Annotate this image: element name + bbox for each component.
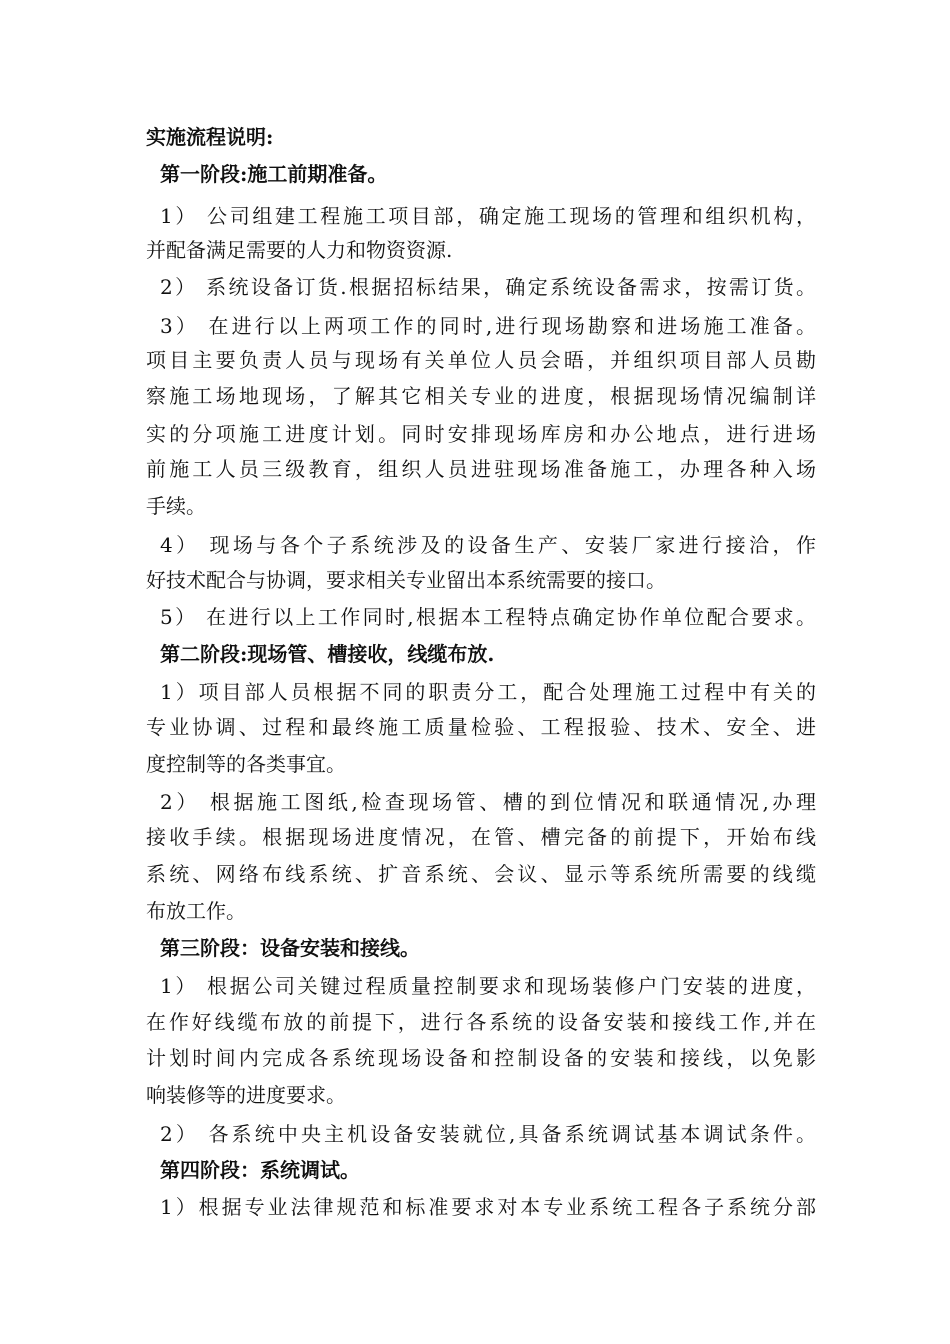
text-line: 度控制等的各类事宜。	[146, 752, 346, 776]
text-line: 察施工场地现场，了解其它相关专业的进度，根据现场情况编制详	[146, 384, 816, 408]
text-line: 2） 各系统中央主机设备安装就位,具备系统调试基本调试条件。	[160, 1122, 816, 1146]
text-line: 4） 现场与各个子系统涉及的设备生产、安装厂家进行接洽，作	[160, 533, 816, 557]
text-line: 1）项目部人员根据不同的职责分工，配合处理施工过程中有关的	[160, 680, 816, 704]
text-line: 1） 根据公司关键过程质量控制要求和现场装修户门安装的进度，	[160, 974, 816, 998]
text-line: 前施工人员三级教育，组织人员进驻现场准备施工，办理各种入场	[146, 457, 816, 481]
text-line: 1）根据专业法律规范和标准要求对本专业系统工程各子系统分部	[160, 1195, 816, 1219]
text-line: 计划时间内完成各系统现场设备和控制设备的安装和接线，以免影	[146, 1046, 816, 1070]
text-line: 2） 系统设备订货.根据招标结果，确定系统设备需求，按需订货。	[160, 275, 816, 299]
text-line: 接收手续。根据现场进度情况，在管、槽完备的前提下，开始布线	[146, 825, 816, 849]
stage-2-heading: 第二阶段:现场管、槽接收，线缆布放.	[160, 642, 495, 666]
text-line: 5） 在进行以上工作同时,根据本工程特点确定协作单位配合要求。	[160, 605, 816, 629]
stage-1-heading: 第一阶段:施工前期准备。	[160, 162, 388, 186]
text-line: 并配备满足需要的人力和物资资源.	[146, 238, 453, 262]
text-line: 专业协调、过程和最终施工质量检验、工程报验、技术、安全、进	[146, 715, 816, 739]
text-line: 响装修等的进度要求。	[146, 1083, 346, 1107]
stage-4-heading: 第四阶段：系统调试。	[160, 1158, 360, 1182]
text-line: 项目主要负责人员与现场有关单位人员会晤，并组织项目部人员勘	[146, 348, 816, 372]
text-line: 2） 根据施工图纸,检查现场管、槽的到位情况和联通情况,办理	[160, 790, 816, 814]
text-line: 手续。	[146, 494, 206, 518]
text-line: 1） 公司组建工程施工项目部，确定施工现场的管理和组织机构，	[160, 204, 816, 228]
text-line: 好技术配合与协调，要求相关专业留出本系统需要的接口。	[146, 568, 666, 592]
text-line: 实的分项施工进度计划。同时安排现场库房和办公地点，进行进场	[146, 422, 816, 446]
text-line: 系统、网络布线系统、扩音系统、会议、显示等系统所需要的线缆	[146, 862, 816, 886]
doc-heading: 实施流程说明:	[146, 125, 274, 149]
text-line: 布放工作。	[146, 899, 246, 923]
text-line: 3） 在进行以上两项工作的同时,进行现场勘察和进场施工准备。	[160, 314, 816, 338]
stage-3-heading: 第三阶段：设备安装和接线。	[160, 936, 420, 960]
text-line: 在作好线缆布放的前提下，进行各系统的设备安装和接线工作,并在	[146, 1010, 816, 1034]
